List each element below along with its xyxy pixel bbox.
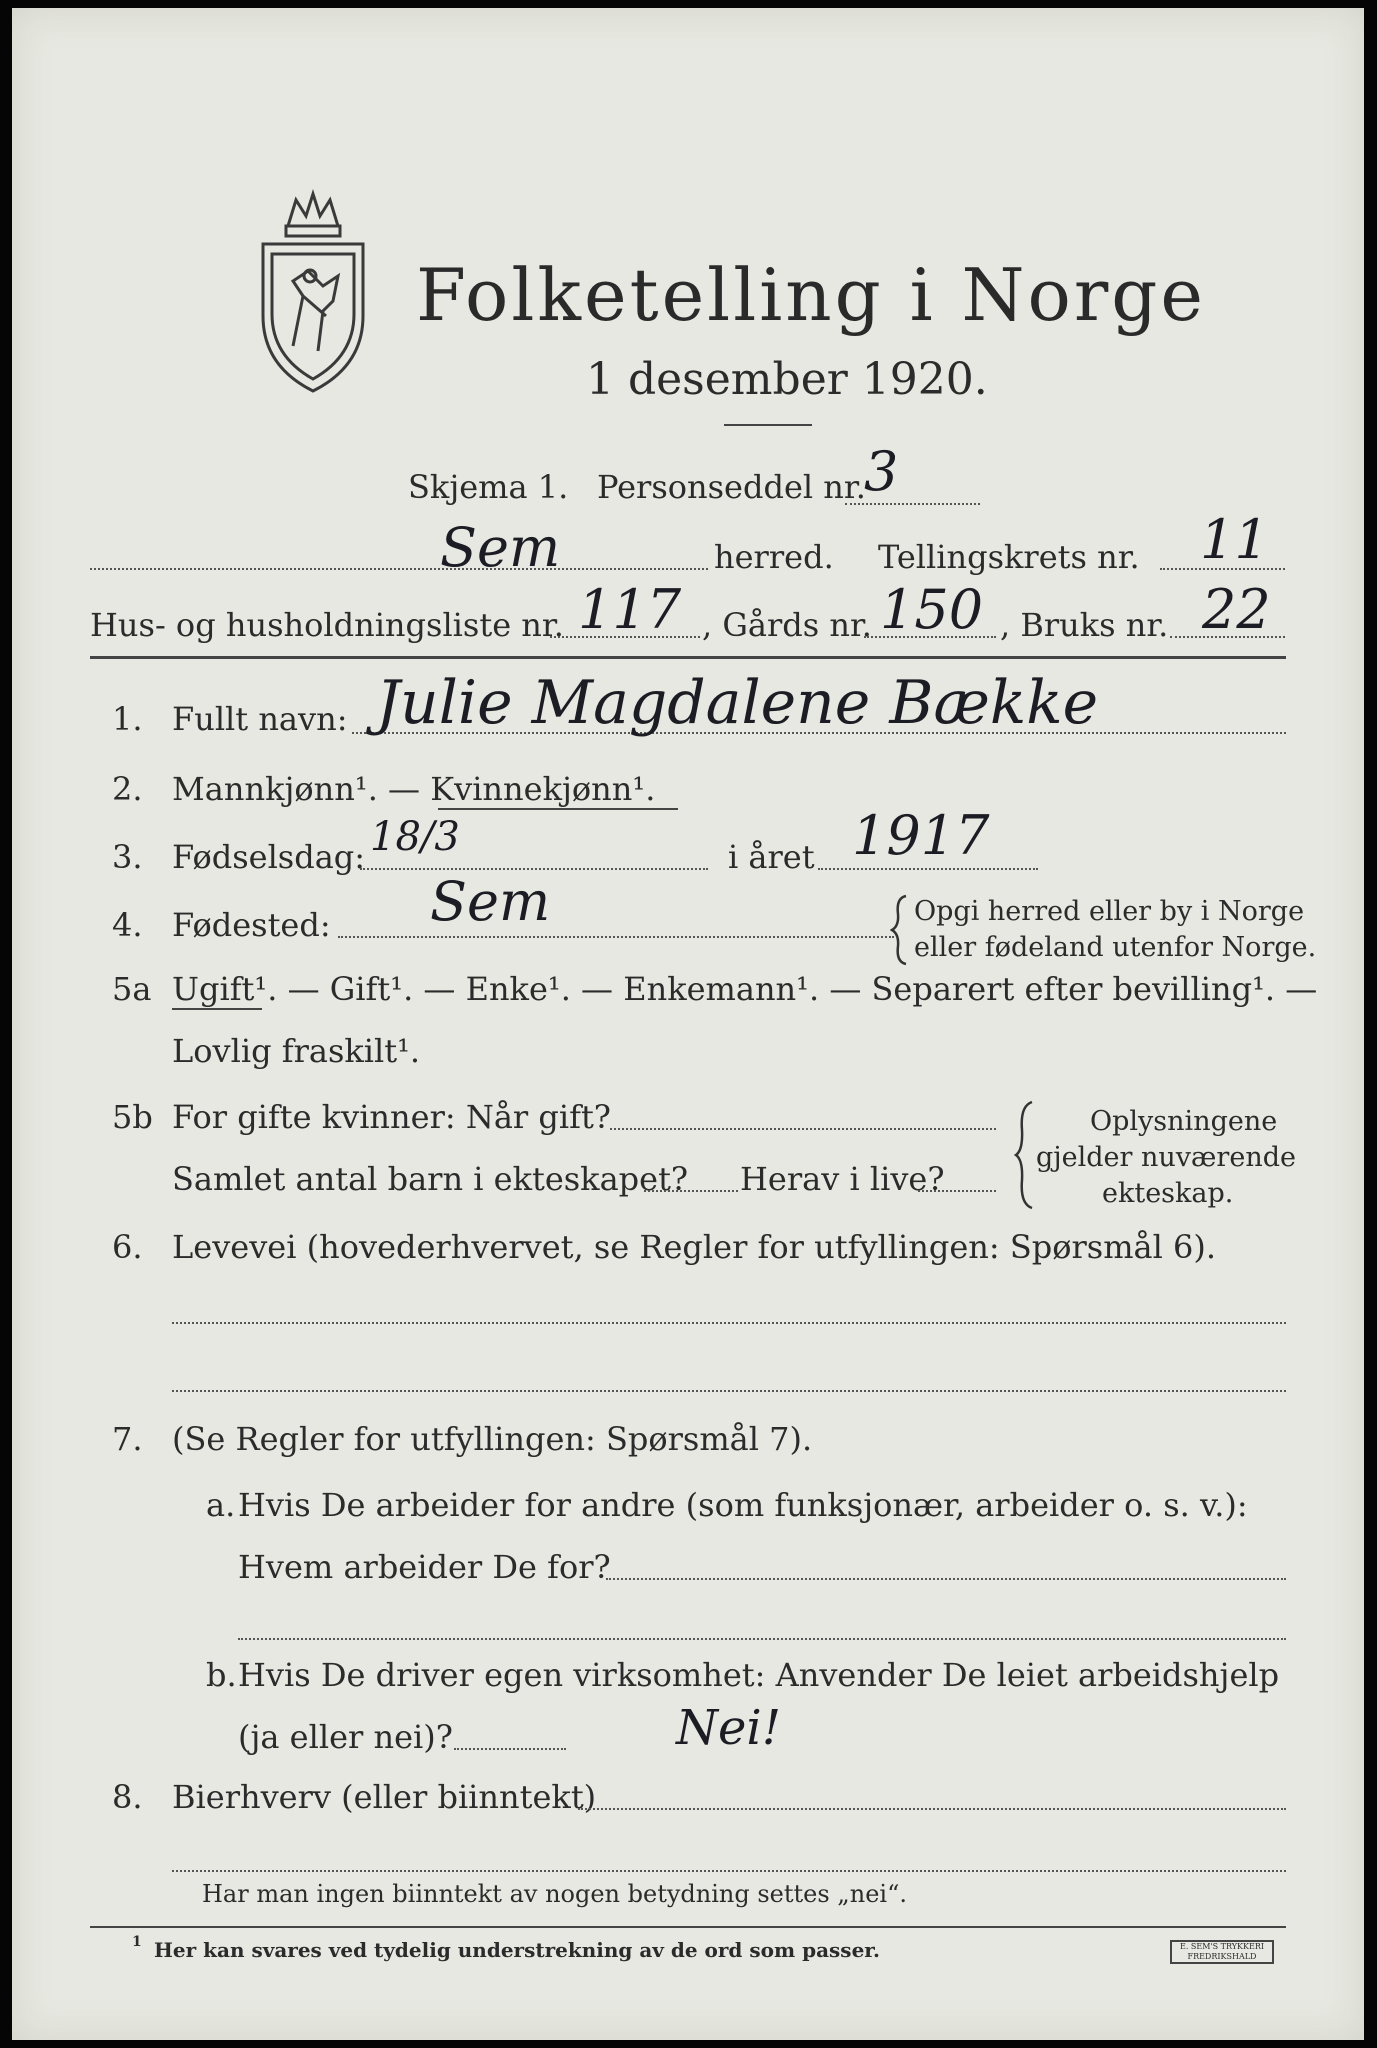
census-date: 1 desember 1920.	[586, 354, 988, 405]
bruks-label: , Bruks nr.	[1000, 606, 1169, 644]
married-when-label: For gifte kvinner: Når gift?	[172, 1098, 611, 1136]
children-alive-field-line	[918, 1190, 996, 1192]
q3-label: Fødselsdag:	[172, 838, 366, 876]
footnote-mark: 1	[132, 1934, 142, 1950]
herred-field-line	[90, 568, 708, 570]
printer-stamp: E. SEM'S TRYKKERI FREDRIKSHALD	[1170, 1940, 1274, 1964]
q7-label: (Se Regler for utfyllingen: Spørsmål 7).	[172, 1420, 813, 1458]
q6-number: 6.	[112, 1228, 143, 1266]
q7b-question: Hvis De driver egen virksomhet: Anvender De leiet arbeidshjelp	[238, 1656, 1280, 1694]
q4-number: 4.	[112, 906, 143, 944]
q7b-label: b.	[206, 1656, 237, 1694]
marital-status-options[interactable]: Ugift¹. — Gift¹. — Enke¹. — Enkemann¹. — Separert efter bevilling¹. —	[172, 970, 1318, 1008]
marriage-note-line2: gjelder nuværende	[1036, 1142, 1296, 1173]
footnote-text: Her kan svares ved tydelig understrekning av de ord som passer.	[154, 1938, 880, 1962]
gards-label: , Gårds nr.	[702, 606, 872, 644]
q2-number: 2.	[112, 770, 143, 808]
personseddel-value[interactable]: 3	[864, 440, 899, 503]
birthplace-note-line1: Opgi herred eller by i Norge	[914, 896, 1305, 927]
marital-status-options-line2[interactable]: Lovlig fraskilt¹.	[172, 1032, 421, 1070]
herred-value[interactable]: Sem	[440, 516, 561, 579]
tellingskrets-value[interactable]: 11	[1200, 508, 1269, 571]
hired-help-field-line	[454, 1748, 566, 1750]
employer-field-line[interactable]	[606, 1578, 1286, 1580]
side-income-field-line-2[interactable]	[172, 1870, 1286, 1872]
q5b-number: 5b	[112, 1098, 153, 1136]
gender-options[interactable]: Mannkjønn¹. — Kvinnekjønn¹.	[172, 770, 656, 808]
skjema-label: Skjema 1.	[408, 468, 569, 506]
form-title: Folketelling i Norge	[416, 253, 1206, 337]
hus-value[interactable]: 117	[578, 578, 682, 641]
children-alive-label: Herav i live?	[740, 1160, 945, 1198]
herred-label: herred.	[714, 538, 834, 576]
occupation-label: Levevei (hovederhvervet, se Regler for utfyllingen: Spørsmål 6).	[172, 1228, 1217, 1266]
hired-help-label: (ja eller nei)?	[238, 1718, 453, 1756]
side-income-label: Bierhverv (eller biinntekt)	[172, 1778, 597, 1816]
q7a-label: a.	[206, 1486, 236, 1524]
side-income-note: Har man ingen biinntekt av nogen betydning settes „nei“.	[202, 1880, 907, 1908]
brace-icon	[890, 894, 910, 966]
birthday-value[interactable]: 18/3	[370, 814, 460, 860]
q8-number: 8.	[112, 1778, 143, 1816]
full-name-value[interactable]: Julie Magdalene Bække	[376, 668, 1099, 738]
occupation-field-line-2[interactable]	[172, 1390, 1286, 1392]
title-divider	[724, 424, 812, 426]
tellingskrets-label: Tellingskrets nr.	[878, 538, 1140, 576]
children-count-label: Samlet antal barn i ekteskapet?	[172, 1160, 689, 1198]
personseddel-field-line	[845, 503, 980, 505]
footnote-separator	[90, 1926, 1286, 1928]
married-when-field-line	[610, 1128, 996, 1130]
birth-year-value[interactable]: 1917	[852, 804, 990, 867]
birthplace-value[interactable]: Sem	[430, 870, 551, 933]
header-separator	[90, 656, 1286, 659]
q4-label: Fødested:	[172, 906, 331, 944]
marital-underline	[172, 1008, 262, 1010]
q7-number: 7.	[112, 1420, 143, 1458]
personseddel-label: Personseddel nr.	[597, 468, 866, 506]
birthplace-field-line	[338, 936, 894, 938]
brace-icon	[1014, 1100, 1036, 1210]
q1-number: 1.	[112, 700, 143, 738]
q1-label: Fullt navn:	[172, 700, 348, 738]
norway-coat-of-arms-icon	[248, 186, 378, 396]
hus-label: Hus- og husholdningsliste nr.	[90, 606, 564, 644]
q7a-question: Hvis De arbeider for andre (som funksjonær, arbeider o. s. v.):	[238, 1486, 1248, 1524]
q3-number: 3.	[112, 838, 143, 876]
children-count-field-line	[644, 1190, 738, 1192]
bruks-value[interactable]: 22	[1202, 578, 1271, 641]
side-income-field-line[interactable]	[578, 1808, 1286, 1810]
census-form-page	[12, 8, 1364, 2040]
employer-field-line-2[interactable]	[238, 1638, 1286, 1640]
marriage-note-line3: ekteskap.	[1102, 1178, 1234, 1209]
marriage-note-line1: Oplysningene	[1090, 1106, 1278, 1137]
year-label: i året	[728, 838, 815, 876]
occupation-field-line-1[interactable]	[172, 1322, 1286, 1324]
birthplace-note-line2: eller fødeland utenfor Norge.	[914, 932, 1317, 963]
hired-help-value[interactable]: Nei!	[676, 1700, 782, 1756]
gender-underline	[438, 808, 678, 810]
employer-label: Hvem arbeider De for?	[238, 1548, 611, 1586]
year-field-line	[818, 868, 1038, 870]
q5a-number: 5a	[112, 970, 152, 1008]
gards-value[interactable]: 150	[880, 578, 984, 641]
